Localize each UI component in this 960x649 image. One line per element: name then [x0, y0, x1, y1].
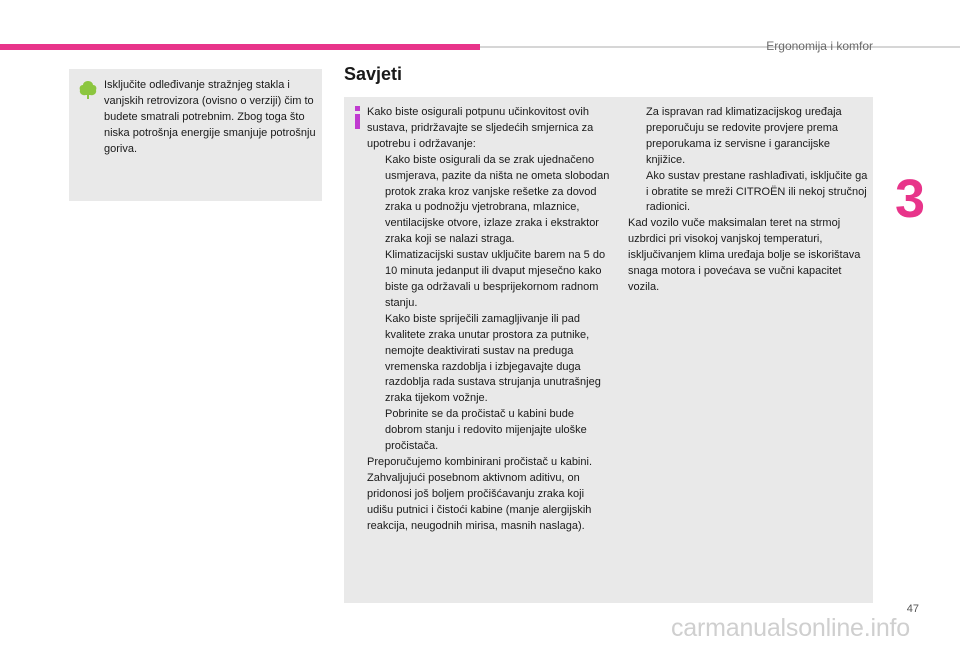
- watermark: carmanualsonline.info: [670, 614, 910, 642]
- header-rule: [480, 46, 960, 48]
- section-title: Ergonomija i komfor: [766, 39, 873, 53]
- tips-intro: Kako biste osigurali potpunu učinkovitost ovih sustava, pridržavajte se sljedećih smjernica za upotrebu i održavanje:: [367, 106, 594, 150]
- tips-box: [344, 97, 873, 603]
- tip-bullet: Ako sustav prestane rashlađivati, isključite ga i obratite se mreži CITROËN ili nekoj stručnoj radionici.: [646, 169, 868, 214]
- info-icon: [352, 106, 364, 132]
- tip-bullet: Pobrinite se da pročistač u kabini bude dobrom stanju i redovito mijenjajte uloške pročistača.: [385, 408, 587, 453]
- header-accent-bar: [0, 44, 480, 50]
- tip-bullet: Klimatizacijski sustav uključite barem na 5 do 10 minuta jedanput ili dvaput mjesečno kako biste ga održavali u besprijekornom radnom stanju.: [385, 249, 606, 309]
- page-number: 47: [906, 603, 919, 615]
- eco-note-text: Isključite odleđivanje stražnjeg stakla i vanjskih retrovizora (ovisno o verziji) čim to budete smatrali potrebnim. Zbog toga što niska potrošnja energije smanjuje potrošnju goriva.: [104, 79, 316, 155]
- tips-title: Savjeti: [344, 64, 403, 84]
- eco-note-box: [69, 69, 322, 201]
- tip-bullet: Kako biste spriječili zamagljivanje ili pad kvalitete zraka unutar prostora za putnike, nemojte deaktivirati sustav na preduga vremenska razdoblja i izbjegavajte duga razdoblja rada sustava strujanja unutrašnjeg zraka tijekom vožnje.: [385, 312, 601, 405]
- chapter-number: 3: [895, 169, 926, 229]
- tips-column-left: [367, 105, 610, 534]
- tips-column-right: [628, 105, 868, 296]
- tip-bullet: Za ispravan rad klimatizacijskog uređaja preporučuju se redovite provjere prema preporukama iz servisne i garancijske knjižice.: [646, 106, 842, 166]
- tips-outro-left: Preporučujemo kombinirani pročistač u kabini. Zahvaljujući posebnom aktivnom aditivu, on pridonosi još boljem pročišćavanju zraka koji udišu putnici i čistoći kabine (manje alergijskih reakcija, neugodnih mirisa, masnih naslaga).: [367, 455, 592, 532]
- tips-outro-right: Kad vozilo vuče maksimalan teret na strmoj uzbrdici pri visokoj vanjskoj temperaturi, isključivanjem klima uređaja bolje se iskorištava snaga motora i povećava se vučni kapacitet vozila.: [628, 217, 861, 293]
- leaf-eco-icon: [78, 80, 98, 100]
- tip-bullet: Kako biste osigurali da se zrak ujednačeno usmjerava, pazite da ništa ne ometa slobodan protok zraka kroz vanjske rešetke za dovod zraka u podnožju vjetrobrana, mlaznice, ventilacijske otvore, izlaze zraka i ekstraktor zraka koji se nalazi straga.: [385, 153, 610, 246]
